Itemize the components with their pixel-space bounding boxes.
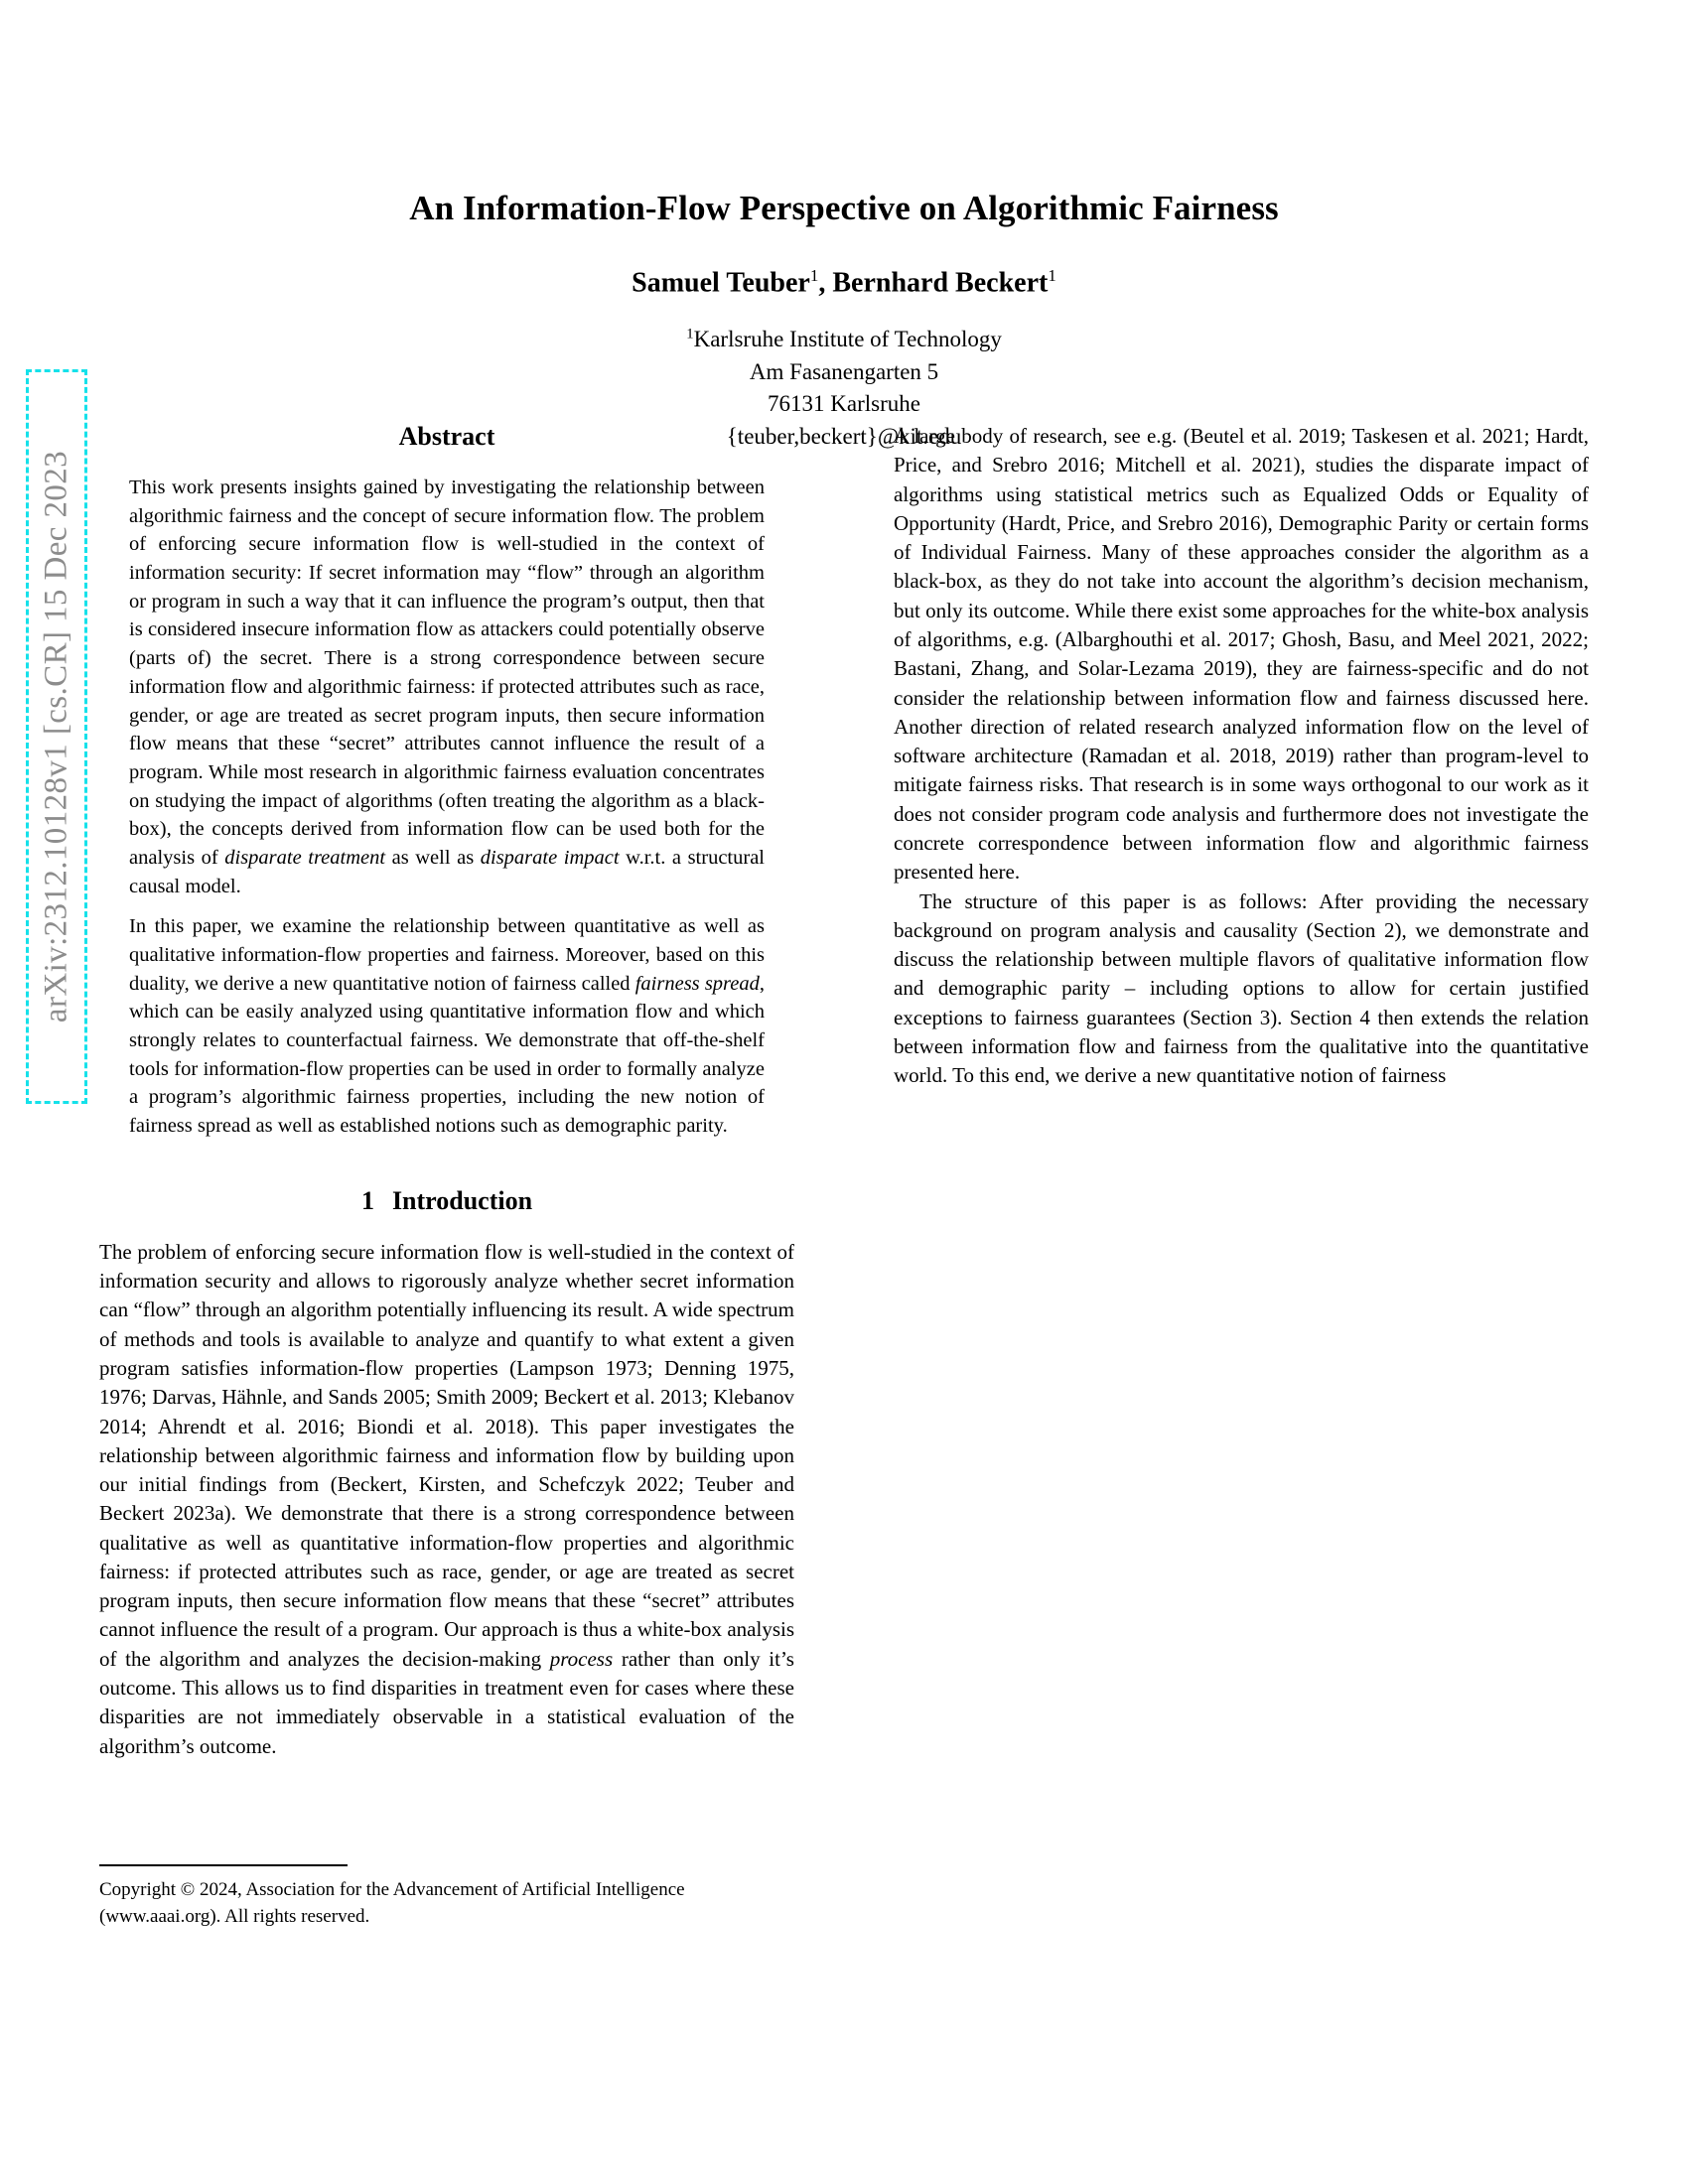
affiliation-line-city: 76131 Karlsruhe xyxy=(768,391,920,417)
affiliation-marker: 1 xyxy=(686,326,694,342)
intro-text-2: A large body of research, see e.g. (Beutel et al. 2019; Taskesen et al. 2021; Hardt, Price, and Srebro 2016; Mitchell et al. 2021), studies the disparate impact of algorithms using statistical metrics such as Equalized Odds or Equality of Opportunity (Hardt, Price, and Srebro 2016), Demographic Parity or certain forms of Individual Fairness. Many of these approaches consider the algorithm as a black-box, as they do not take into account the algorithm’s decision mechanism, but only its outcome. While there exist some approaches for the white-box analysis of algorithms, e.g. (Albarghouthi et al. 2017; Ghosh, Basu, and Meel 2021, 2022; Bastani, Zhang, and Solar-Lezama 2019), they are fairness-specific and do not consider the relationship between information flow and fairness discussed here. Another direction of related research analyzed information flow on the level of software architecture (Ramadan et al. 2018, 2019) rather than program-level to mitigate fairness risks. That research is in some ways orthogonal to our work as it does not consider program code analysis and furthermore does not investigate the concrete correspondence between information flow and algorithmic fairness presented here. xyxy=(894,424,1589,885)
author-name-2: , Bernhard Beckert xyxy=(818,267,1049,299)
author-affiliation-marker-1: 1 xyxy=(809,265,819,285)
abstract-text-1b: as well as xyxy=(385,846,481,869)
abstract-text-1a: This work presents insights gained by investigating the relationship between algorithmic fairness and the concept of secure information flow. The problem of enforcing secure information flow is well-studied in the context of information security: If secret information may “flow” through an algorithm or program in such a way that it can influence the program’s output, then that is considered insecure information flow as attackers could potentially observe (parts of) the secret. There is a strong correspondence between secure information flow and algorithmic fairness: if protected attributes such as race, gender, or age are treated as secret program inputs, then secure information flow means that these “secret” attributes cannot influence the result of a program. While most research in algorithmic fairness evaluation concentrates on studying the impact of algorithms (often treating the algorithm as a black-box), the concepts derived from information flow can be used both for the analysis of xyxy=(129,477,765,869)
affiliation-line-email: {teuber,beckert}@kit.edu xyxy=(726,424,962,450)
author-list xyxy=(99,266,1589,299)
page-title: An Information-Flow Perspective on Algorithmic Fairness xyxy=(409,189,1279,227)
abstract-paragraph-1 xyxy=(129,474,765,900)
arxiv-identifier-text: arXiv:2312.10128v1 [cs.CR] 15 Dec 2023 xyxy=(38,450,74,1024)
intro-paragraph-3 xyxy=(894,887,1589,1091)
intro-text-1: The problem of enforcing secure information flow is well-studied in the context of information security and allows to rigorously analyze whether secret information can “flow” through an algorithm potentially influencing its result. A wide spectrum of methods and tools is available to analyze and quantify to what extent a given program satisfies information-flow properties (Lampson 1973; Denning 1975, 1976; Darvas, Hähnle, and Sands 2005; Smith 2009; Beckert et al. 2013; Klebanov 2014; Ahrendt et al. 2016; Biondi et al. 2018). This paper investigates the relationship between algorithmic fairness and information flow by building upon our initial findings from (Beckert, Kirsten, and Schefczyk 2022; Teuber and Beckert 2023a). We demonstrate that there is a strong correspondence between qualitative as well as quantitative information-flow properties and algorithmic fairness: if protected attributes such as race, gender, or age are treated as secret program inputs, then secure information flow means that these “secret” attributes cannot influence the result of a program. Our approach is thus a white-box analysis of the algorithm and analyzes the decision-making xyxy=(99,1239,794,1671)
intro-emphasis-process: process xyxy=(549,1646,614,1671)
arxiv-stamp xyxy=(26,369,87,1104)
section-title: Introduction xyxy=(391,1185,533,1215)
affiliation-line-street: Am Fasanengarten 5 xyxy=(749,358,939,384)
abstract-heading: Abstract xyxy=(398,422,495,451)
section-number: 1 xyxy=(360,1185,374,1215)
section-heading-introduction xyxy=(99,1186,794,1216)
abstract-text-2a: In this paper, we examine the relationship between quantitative as well as qualitative information-flow properties and fairness. Moreover, based on this duality, we derive a new quantitative notion of fairness called xyxy=(129,915,765,995)
copyright-text: Copyright © 2024, Association for the Advancement of Artificial Intelligence (www.aaai.org). All rights reserved. xyxy=(99,1879,685,1927)
abstract-emphasis-disparate-impact: disparate impact xyxy=(480,846,620,869)
copyright-footnote xyxy=(99,1864,794,1931)
intro-paragraph-1-left xyxy=(99,1238,794,1761)
author-affiliation-marker-2: 1 xyxy=(1048,265,1056,285)
column-right xyxy=(894,422,1589,1090)
abstract-emphasis-fairness-spread: fairness spread xyxy=(634,972,760,995)
footnote-rule xyxy=(99,1864,348,1866)
affiliation-institution: Karlsruhe Institute of Technology xyxy=(693,327,1002,352)
column-left xyxy=(99,422,794,1761)
affiliation-line-institution xyxy=(99,324,1589,356)
abstract-body xyxy=(129,474,765,1141)
abstract-paragraph-2 xyxy=(129,912,765,1141)
intro-text-1b: rather than only it’s outcome. This allows us to find disparities in treatment even for cases where these disparities are not immediately observable in a statistical evaluation of the algorithm’s outcome. xyxy=(99,1646,794,1758)
title-block xyxy=(99,187,1589,454)
author-name-1: Samuel Teuber xyxy=(632,267,810,299)
intro-text-3: The structure of this paper is as follows: After providing the necessary background on program analysis and causality (Section 2), we demonstrate and discuss the relationship between multiple flavors of qualitative information flow and demographic parity – including options to allow for certain justified exceptions to fairness guarantees (Section 3). Section 4 then extends the relation between information flow and fairness from the qualitative into the quantitative world. To this end, we derive a new quantitative notion of fairness xyxy=(894,888,1589,1088)
abstract-text-2b: , which can be easily analyzed using quantitative information flow and which strongly relates to counterfactual fairness. We demonstrate that off-the-shelf tools for information-flow properties can be used in order to formally analyze a program’s algorithmic fairness properties, including the new notion of fairness spread as well as established notions such as demographic parity. xyxy=(129,972,765,1138)
paper-page xyxy=(99,0,1589,2184)
abstract-text-1c: w.r.t. a structural causal model. xyxy=(129,846,765,897)
abstract-emphasis-disparate-treatment: disparate treatment xyxy=(224,846,386,869)
intro-paragraph-2 xyxy=(894,422,1589,887)
